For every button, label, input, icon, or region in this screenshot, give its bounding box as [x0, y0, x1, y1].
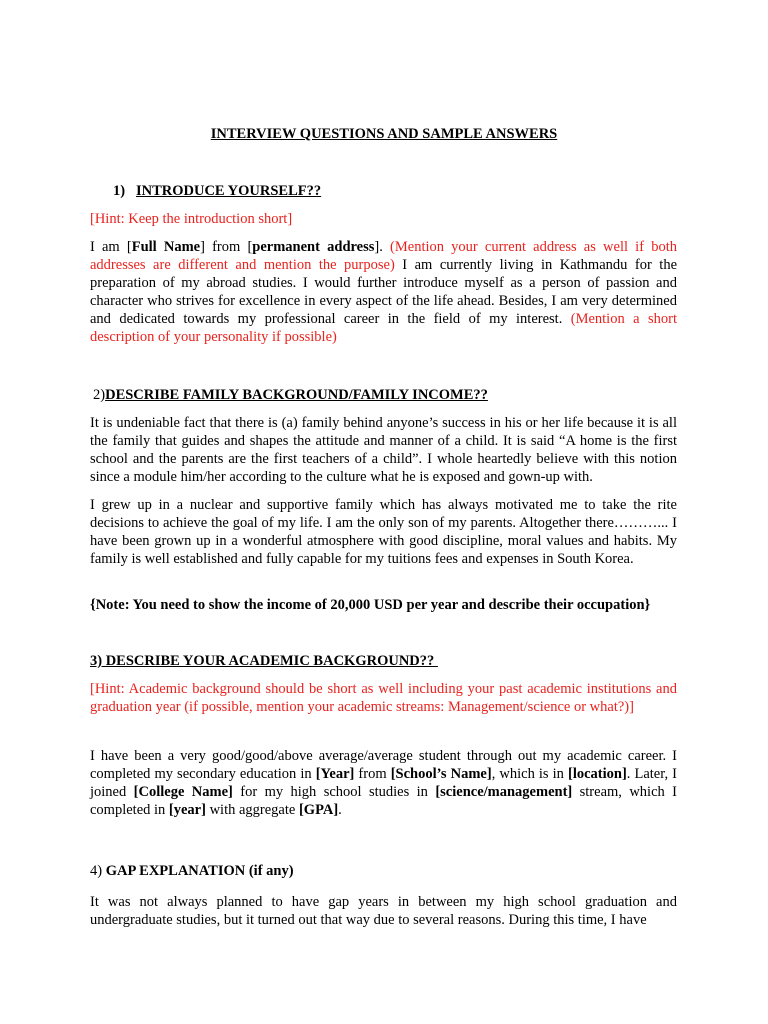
section-2-number: 2): [93, 387, 106, 403]
red-hint-run: (Mention a short description of your personality if possible): [90, 310, 677, 345]
permanent-address-placeholder: permanent address: [252, 239, 375, 255]
full-name-placeholder: Full Name: [131, 239, 201, 255]
gpa-placeholder: [GPA]: [298, 801, 339, 818]
section-1-hint: [Hint: Keep the introduction short]: [90, 211, 293, 227]
text-run: ].: [374, 239, 391, 255]
section-2-paragraph-2: I grew up in a nuclear and supportive family which has always motivated me to take the rite decisions to achieve the goal of my life. I am the only son of my parents. Altogether there………... I have been grown up in a wonderful atmosphere with good discipline, moral values and habits. My family is well established and fully capable for my tuitions fees and expenses in South Korea.: [90, 497, 677, 567]
text-run: . Later, I joined: [90, 765, 678, 800]
text-run: for my high school studies in: [232, 783, 436, 800]
section-1-paragraph: [90, 239, 677, 346]
text-run: I am currently living in Kathmandu for the preparation of my abroad studies. I would further introduce myself as a person of passion and character who strives for excellence in every aspect of the life ahead. Besides, I am very determined and dedicated towards my professional career in the field of my interest.: [90, 256, 678, 327]
text-run: with aggregate: [205, 801, 299, 818]
section-2-heading: [90, 387, 677, 405]
section-4-title: GAP EXPLANATION (if any): [105, 863, 294, 879]
page-title: INTERVIEW QUESTIONS AND SAMPLE ANSWERS: [210, 126, 558, 142]
location-placeholder: [location]: [567, 765, 627, 782]
section-2-paragraph-1: It is undeniable fact that there is (a) family behind anyone’s success in his or her life because it is all the family that guides and shapes the attitude and manner of a child. It is said “A home is the first school and the parents are the first teachers of a child”. I whole heartedly believe with this notion since a module him/her according to the culture what he is exposed and gown-up with.: [90, 415, 677, 485]
section-1-number: 1): [113, 183, 126, 199]
text-run: ] from [: [200, 239, 253, 255]
college-name-placeholder: [College Name]: [133, 783, 233, 800]
text-run: stream, which I completed in: [90, 783, 677, 818]
text-run: .: [338, 801, 342, 818]
section-3-heading: [90, 653, 677, 671]
section-4-paragraph: It was not always planned to have gap years in between my high school graduation and undergraduate studies, but it turned out that way due to several reasons. During this time, I have: [90, 894, 677, 928]
text-run: I am [: [90, 239, 132, 255]
section-1-title: INTRODUCE YOURSELF??: [135, 183, 322, 199]
section-1-heading: [113, 183, 700, 201]
section-4-number: 4): [90, 863, 106, 879]
section-3-hint: [Hint: Academic background should be short as well including your past academic institutions and graduation year (if possible, mention your academic streams: Management/science or what?)]: [90, 681, 677, 715]
red-hint-run: (Mention your current address as well if both addresses are different and mention the purpose): [90, 239, 677, 273]
completion-year-placeholder: [year]: [168, 801, 206, 818]
section-2-note: {Note: You need to show the income of 20,000 USD per year and describe their occupation}: [90, 597, 651, 613]
section-2-title: DESCRIBE FAMILY BACKGROUND/FAMILY INCOME??: [105, 387, 488, 403]
text-run: from: [354, 765, 391, 782]
school-name-placeholder: [School’s Name]: [390, 765, 492, 782]
text-run: , which is in: [491, 765, 568, 782]
section-3-title: 3) DESCRIBE YOUR ACADEMIC BACKGROUND??: [90, 653, 438, 669]
text-run: I have been a very good/good/above average/average student through out my academic career. I completed my secondary education in: [90, 748, 677, 782]
stream-placeholder: [science/management]: [435, 783, 573, 800]
year-placeholder: [Year]: [315, 765, 355, 782]
section-4-heading: [90, 863, 677, 881]
section-3-paragraph: [90, 748, 677, 820]
